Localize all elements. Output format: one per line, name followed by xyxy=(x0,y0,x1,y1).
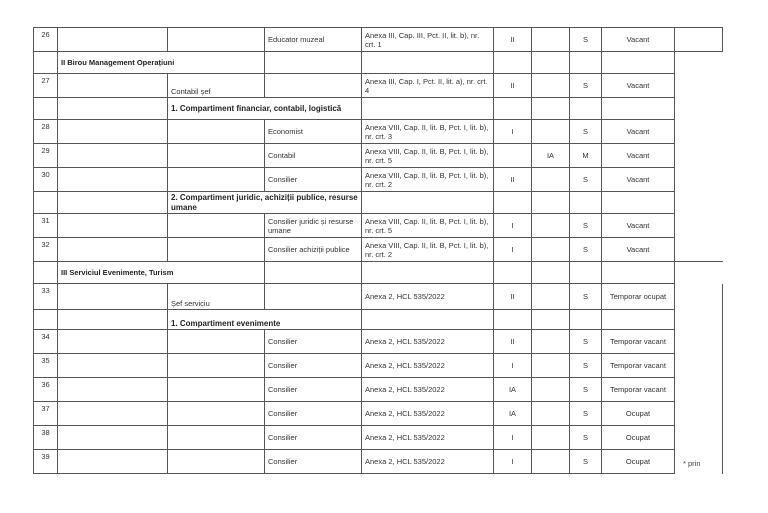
study-level-cell: S xyxy=(570,214,602,238)
status-cell: Vacant xyxy=(602,120,675,144)
status-cell: Ocupat xyxy=(602,450,675,474)
table-row xyxy=(34,378,723,402)
legal-basis-cell: Anexa VIII, Cap. II, lit. B, Pct. I, lit. b), nr. crt. 2 xyxy=(362,238,494,262)
function-cell: Educator muzeal xyxy=(265,28,362,52)
legal-basis-cell: Anexa 2, HCL 535/2022 xyxy=(362,378,494,402)
legal-basis-cell: Anexa III, Cap. I, Pct. II, lit. a), nr. crt. 4 xyxy=(362,74,494,98)
section-header-row xyxy=(34,192,723,214)
study-level-cell: S xyxy=(570,120,602,144)
legal-basis-cell: Anexa VIII, Cap. II, lit. B, Pct. I, lit. b), nr. crt. 5 xyxy=(362,214,494,238)
table-row xyxy=(34,354,723,378)
study-level-cell: S xyxy=(570,238,602,262)
function-cell: Consilier xyxy=(265,450,362,474)
legal-basis-cell: Anexa VIII, Cap. II, lit. B, Pct. I, lit. b), nr. crt. 2 xyxy=(362,168,494,192)
function-cell: Consilier achiziții publice xyxy=(265,238,362,262)
legal-basis-cell: Anexa 2, HCL 535/2022 xyxy=(362,402,494,426)
study-level-cell: S xyxy=(570,284,602,310)
grade-cell: I xyxy=(494,214,532,238)
row-number: 34 xyxy=(34,330,58,354)
row-number: 29 xyxy=(34,144,58,168)
table-row xyxy=(34,28,723,52)
study-level-cell: S xyxy=(570,426,602,450)
grade-cell xyxy=(494,144,532,168)
compartment-header: 1. Compartiment financiar, contabil, logistică xyxy=(168,98,362,120)
table-row xyxy=(34,450,723,474)
status-cell: Vacant xyxy=(602,238,675,262)
row-number: 33 xyxy=(34,284,58,310)
grade-cell: I xyxy=(494,426,532,450)
status-cell: Vacant xyxy=(602,144,675,168)
legal-basis-cell: Anexa VIII, Cap. II, lit. B, Pct. I, lit. b), nr. crt. 3 xyxy=(362,120,494,144)
status-cell: Vacant xyxy=(602,214,675,238)
staff-table xyxy=(33,27,723,474)
row-number: 37 xyxy=(34,402,58,426)
status-cell: Ocupat xyxy=(602,402,675,426)
status-cell: Vacant xyxy=(602,28,675,52)
study-level-cell: S xyxy=(570,378,602,402)
legal-basis-cell: Anexa 2, HCL 535/2022 xyxy=(362,354,494,378)
function-cell: Consilier juridic și resurse umane xyxy=(265,214,362,238)
legal-basis-cell: Anexa 2, HCL 535/2022 xyxy=(362,330,494,354)
study-level-cell: S xyxy=(570,450,602,474)
function-cell: Economist xyxy=(265,120,362,144)
grade-cell: I xyxy=(494,450,532,474)
grade-cell: II xyxy=(494,168,532,192)
status-cell: Temporar vacant xyxy=(602,330,675,354)
grade-cell: IA xyxy=(494,378,532,402)
table-row xyxy=(34,144,723,168)
status-cell: Vacant xyxy=(602,74,675,98)
row-number: 39 xyxy=(34,450,58,474)
section-header-row xyxy=(34,310,723,330)
status-cell: Vacant xyxy=(602,168,675,192)
grade-cell: II xyxy=(494,28,532,52)
document-page xyxy=(33,27,723,474)
table-row xyxy=(34,426,723,450)
row-number: 27 xyxy=(34,74,58,98)
legal-basis-cell: Anexa 2, HCL 535/2022 xyxy=(362,426,494,450)
row-number: 26 xyxy=(34,28,58,52)
row-number: 31 xyxy=(34,214,58,238)
grade-cell: I xyxy=(494,354,532,378)
study-level-cell: S xyxy=(570,330,602,354)
row-number: 35 xyxy=(34,354,58,378)
table-row xyxy=(34,120,723,144)
department-header: II Birou Management Operațiuni xyxy=(58,52,265,74)
row-number: 28 xyxy=(34,120,58,144)
table-row xyxy=(34,214,723,238)
grade-cell: II xyxy=(494,284,532,310)
grade-cell: II xyxy=(494,74,532,98)
table-row xyxy=(34,168,723,192)
department-header: III Serviciul Evenimente, Turism xyxy=(58,262,265,284)
compartment-header: 1. Compartiment evenimente xyxy=(168,310,362,330)
table-row xyxy=(34,284,723,310)
section-header-row xyxy=(34,262,723,284)
grade-cell: II xyxy=(494,330,532,354)
study-level-cell: S xyxy=(570,402,602,426)
status-cell: Temporar vacant xyxy=(602,378,675,402)
study-level-cell: S xyxy=(570,354,602,378)
rank-cell: IA xyxy=(532,144,570,168)
table-row xyxy=(34,238,723,262)
status-cell: Temporar ocupat xyxy=(602,284,675,310)
grade-cell: I xyxy=(494,120,532,144)
status-cell: Temporar vacant xyxy=(602,354,675,378)
section-header-row xyxy=(34,52,723,74)
function-cell: Consilier xyxy=(265,402,362,426)
legal-basis-cell: Anexa 2, HCL 535/2022 xyxy=(362,450,494,474)
compartment-header: 2. Compartiment juridic, achiziții publice, resurse umane xyxy=(168,192,362,214)
study-level-cell: S xyxy=(570,74,602,98)
row-number: 30 xyxy=(34,168,58,192)
table-row xyxy=(34,330,723,354)
function-cell: Consilier xyxy=(265,426,362,450)
table-row xyxy=(34,402,723,426)
function-cell: Șef serviciu xyxy=(168,284,265,310)
section-header-row xyxy=(34,98,723,120)
function-cell: Consilier xyxy=(265,330,362,354)
row-number: 38 xyxy=(34,426,58,450)
function-cell: Consilier xyxy=(265,378,362,402)
row-number: 32 xyxy=(34,238,58,262)
study-level-cell: S xyxy=(570,28,602,52)
row-number: 36 xyxy=(34,378,58,402)
grade-cell: I xyxy=(494,238,532,262)
footnote: * prin xyxy=(683,459,701,468)
table-row xyxy=(34,74,723,98)
function-cell: Consilier xyxy=(265,354,362,378)
function-cell: Contabil șef xyxy=(168,74,265,98)
legal-basis-cell: Anexa VIII, Cap. II, lit. B, Pct. I, lit. b), nr. crt. 5 xyxy=(362,144,494,168)
legal-basis-cell: Anexa III, Cap. III, Pct. II, lit. b), nr. crt. 1 xyxy=(362,28,494,52)
grade-cell: IA xyxy=(494,402,532,426)
function-cell: Contabil xyxy=(265,144,362,168)
study-level-cell: S xyxy=(570,168,602,192)
function-cell: Consilier xyxy=(265,168,362,192)
status-cell: Ocupat xyxy=(602,426,675,450)
study-level-cell: M xyxy=(570,144,602,168)
legal-basis-cell: Anexa 2, HCL 535/2022 xyxy=(362,284,494,310)
